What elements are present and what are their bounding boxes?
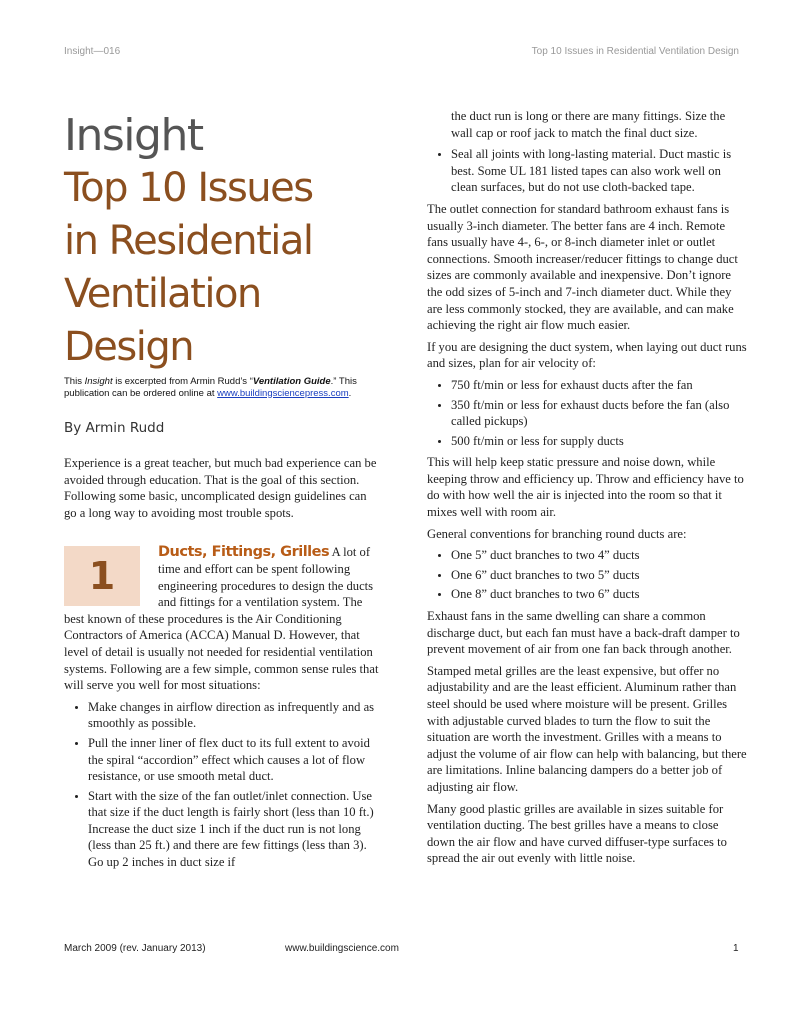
list-item: • 750 ft/min or less for exhaust ducts after the fan bbox=[451, 377, 747, 394]
insight-label: Insight bbox=[64, 110, 203, 161]
running-header-right: Top 10 Issues in Residential Ventilation Design bbox=[531, 46, 739, 57]
list-item-continuation: the duct run is long or there are many fittings. Size the wall cap or roof jack to match the final duct size. bbox=[451, 109, 726, 140]
exhaust-paragraph: Exhaust fans in the same dwelling can share a common discharge duct, but each fan must have a back-draft damper to prevent movement of air from one fan back through another. bbox=[427, 609, 740, 657]
right-column bbox=[427, 108, 747, 872]
grilles-paragraph: Stamped metal grilles are the least expensive, but offer no adjustability and are the least efficient. Aluminum rather than steel should be used where moisture will be present. Grilles with adjustable curved blades to turn the flow to suit the situation are worth the investment. Grilles with a means to adjust the volume of air flow can help with balancing, but there are limitations. Inline balancing dampers do a better job of adjusting air flow. bbox=[427, 663, 747, 794]
duct-rules-list bbox=[64, 699, 382, 871]
design-paragraph: If you are designing the duct system, when laying out duct runs and sizes, plan for air velocity of: bbox=[427, 339, 747, 371]
running-header-left: Insight—016 bbox=[64, 46, 121, 57]
page-title bbox=[64, 162, 382, 374]
list-item: • Pull the inner liner of flex duct to its full extent to avoid the spiral “accordion” effect which causes a lot of flow resistance, or use smooth metal duct. bbox=[88, 735, 382, 785]
plastic-grilles-paragraph: Many good plastic grilles are available in sizes suitable for ventilation ducting. The best grilles have a means to close down the air flow and have curved diffuser-type surfaces to spread the air out evenly with little noise. bbox=[427, 801, 727, 866]
list-item: • One 8” duct branches to two 6” ducts bbox=[451, 586, 747, 603]
section-number-badge: 1 bbox=[64, 546, 140, 606]
excerpt-text: Insight bbox=[84, 376, 113, 387]
intro-paragraph: Experience is a great teacher, but much bad experience can be avoided through education. That is the goal of this section. Following some basic, uncomplicated design guidelines can go a long way to avoiding most trouble spots. bbox=[64, 456, 377, 520]
list-item: • One 5” duct branches to two 4” ducts bbox=[451, 547, 747, 564]
section-1 bbox=[64, 544, 382, 693]
list-item: • 500 ft/min or less for supply ducts bbox=[451, 433, 747, 450]
excerpt-note bbox=[64, 376, 382, 399]
footer-url: www.buildingscience.com bbox=[285, 943, 399, 954]
title-line: Ventilation bbox=[64, 271, 261, 317]
excerpt-book-title: Ventilation Guide bbox=[252, 376, 331, 387]
list-item: • Start with the size of the fan outlet/inlet connection. Use that size if the duct length is fairly short (less than 10 ft.) Increase the duct size 1 inch if the duct run is not long (less than 25 ft.) and there are few fittings (less than 3). Go up 2 inches in duct size if bbox=[88, 788, 382, 871]
title-line: Top 10 Issues bbox=[64, 165, 313, 211]
seal-list bbox=[427, 146, 747, 196]
excerpt-text: This bbox=[64, 376, 85, 387]
excerpt-text: is excerpted from Armin Rudd’s “ bbox=[112, 376, 253, 387]
footer-date: March 2009 (rev. January 2013) bbox=[64, 943, 206, 954]
left-column bbox=[64, 110, 382, 876]
section-title: Ducts, Fittings, Grilles bbox=[158, 544, 330, 561]
title-line: in Residential bbox=[64, 218, 313, 264]
title-line: Design bbox=[64, 324, 194, 370]
byline: By Armin Rudd bbox=[64, 420, 165, 436]
section-text: A lot of time and effort can be spent following engineering procedures to design the ducts and fittings for a ventilation system. The best known of these procedures is the Air Conditioning Contractors of America (ACCA) Manual D. However, that level of detail is usually not needed for residential ventilation systems. Following are a few simple, common sense rules that will serve you well for most situations: bbox=[64, 545, 379, 693]
velocity-list bbox=[427, 377, 747, 449]
list-item: • 350 ft/min or less for exhaust ducts before the fan (also called pickups) bbox=[451, 397, 747, 430]
excerpt-text: . bbox=[348, 387, 352, 399]
publisher-link[interactable]: www.buildingsciencepress.com bbox=[217, 387, 349, 399]
page-number: 1 bbox=[733, 943, 739, 954]
conventions-paragraph: General conventions for branching round ducts are: bbox=[427, 526, 687, 541]
excerpt-text: .” This publication can be ordered online at bbox=[64, 376, 357, 399]
static-pressure-paragraph: This will help keep static pressure and noise down, while keeping throw and efficiency up. Throw and efficiency have to do with how well the air is injected into the room so that it mixes well with room air. bbox=[427, 455, 744, 520]
list-item: • Seal all joints with long-lasting material. Duct mastic is best. Some UL 181 listed tapes can also work well on clean surfaces, but do not use cloth-backed tape. bbox=[451, 146, 747, 196]
list-item: • One 6” duct branches to two 5” ducts bbox=[451, 567, 747, 584]
list-item: • Make changes in airflow direction as infrequently and as smoothly as possible. bbox=[88, 699, 382, 732]
branch-list bbox=[427, 547, 747, 603]
outlet-paragraph: The outlet connection for standard bathroom exhaust fans is usually 3-inch diameter. The better fans are 4 inch. Remote fans usually have 4-, 6-, or 8-inch diameter inlet or outlet connections. Smooth increaser/reducer fittings to change duct sizes are commonly available and inexpensive. Don’t ignore the odd sizes of 5-inch and 7-inch diameter duct. While they are less commonly stocked, they are available, and can make achieving the right air flow much easier. bbox=[427, 201, 738, 333]
